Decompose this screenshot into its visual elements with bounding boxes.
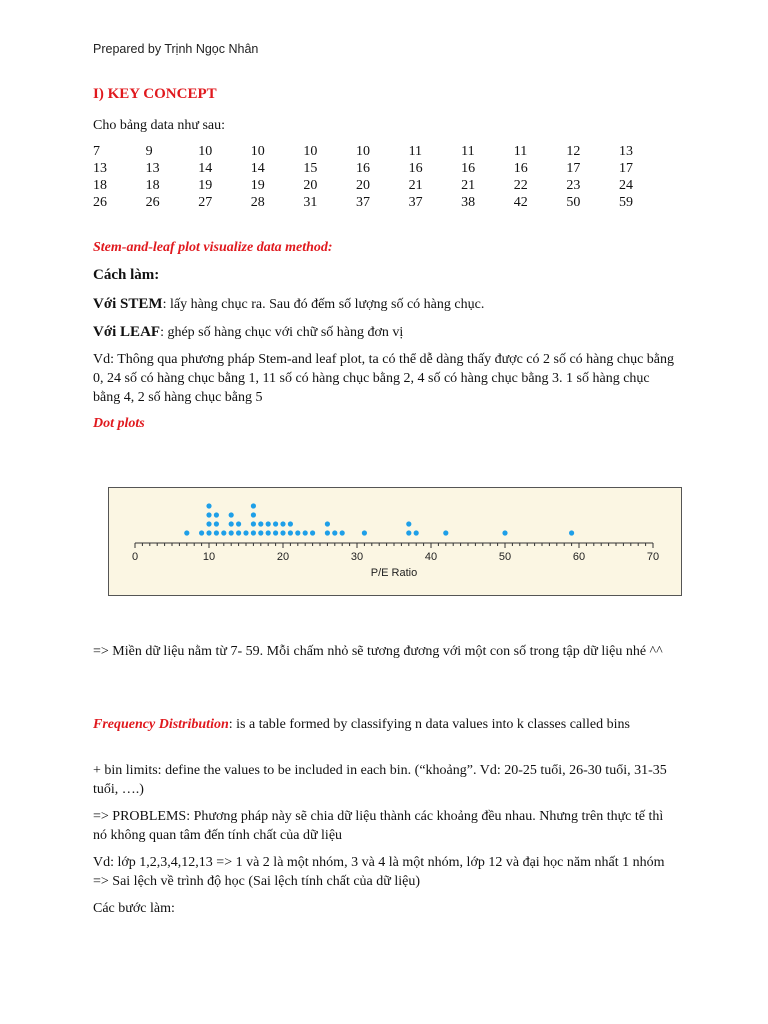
data-point-dot	[251, 521, 256, 526]
data-point-dot	[206, 530, 211, 535]
data-table-cell: 38	[461, 195, 476, 210]
data-table-cell: 22	[513, 178, 528, 193]
dot-plots-heading: Dot plots	[93, 416, 145, 431]
data-table-cell: 9	[145, 144, 153, 159]
data-table-cell: 10	[355, 144, 370, 159]
data-table-cell: 11	[408, 144, 423, 159]
data-point-dot	[199, 530, 204, 535]
data-point-dot	[206, 521, 211, 526]
data-point-dot	[325, 530, 330, 535]
data-point-dot	[251, 530, 256, 535]
data-point-dot	[184, 530, 189, 535]
data-point-dot	[414, 530, 419, 535]
data-point-dot	[258, 530, 263, 535]
data-table-cell: 24	[618, 178, 633, 193]
data-point-dot	[229, 521, 234, 526]
data-table-cell: 13	[618, 144, 633, 159]
data-point-dot	[288, 530, 293, 535]
data-point-dot	[406, 521, 411, 526]
data-point-dot	[214, 512, 219, 517]
data-table	[93, 143, 672, 211]
x-tick-label: 0	[131, 551, 139, 563]
data-point-dot	[273, 521, 278, 526]
data-point-dot	[236, 521, 241, 526]
data-point-dot	[332, 530, 337, 535]
stem-instruction	[93, 295, 678, 314]
section-title: I) KEY CONCEPT	[93, 86, 217, 102]
leaf-instruction	[93, 323, 678, 342]
leaf-text: : ghép số hàng chục với chữ số hàng đơn vị	[160, 325, 404, 340]
data-table-cell: 7	[93, 144, 100, 159]
data-point-dot	[310, 530, 315, 535]
data-point-dot	[303, 530, 308, 535]
data-point-dot	[221, 530, 226, 535]
data-point-dot	[214, 521, 219, 526]
stem-leaf-example: Vd: Thông qua phương pháp Stem-and leaf plot, ta có thể dễ dàng thấy được có 2 số có hàng chục bằng 0, 24 số có hàng chục bằng 1, 11 số có hàng chục bằng 2, 4 số có hàng chục bằng 3. 1 số hàng chục bằng 4, 2 số hàng chục bằng 5	[93, 352, 675, 405]
x-tick-label: 60	[572, 551, 586, 563]
data-table-cell: 10	[250, 144, 265, 159]
data-table-cell: 11	[513, 144, 528, 159]
data-point-dot	[229, 512, 234, 517]
frequency-heading: Frequency Distribution	[93, 717, 229, 732]
data-table-cell: 59	[618, 195, 633, 210]
data-table-cell: 21	[461, 178, 476, 193]
data-table-cell: 17	[618, 161, 633, 176]
data-table-cell: 14	[250, 161, 265, 176]
data-table-cell: 37	[355, 195, 370, 210]
data-table-cell: 10	[303, 144, 318, 159]
data-table-cell: 19	[198, 178, 213, 193]
data-table-cell: 15	[303, 161, 318, 176]
data-table-cell: 14	[198, 161, 213, 176]
x-tick-label: 30	[350, 551, 364, 563]
data-table-cell: 37	[408, 195, 423, 210]
data-table-cell: 50	[566, 195, 581, 210]
data-table-cell: 12	[566, 144, 581, 159]
data-point-dot	[236, 530, 241, 535]
x-tick-label: 70	[646, 551, 660, 563]
data-point-dot	[251, 503, 256, 508]
stem-label: Với STEM	[93, 296, 163, 312]
data-table-cell: 16	[355, 161, 370, 176]
data-table-cell: 27	[198, 195, 213, 210]
data-point-dot	[206, 503, 211, 508]
data-table-cell: 20	[355, 178, 370, 193]
x-tick-label: 40	[424, 551, 438, 563]
data-point-dot	[273, 530, 278, 535]
data-table-cell: 16	[408, 161, 423, 176]
data-table-cell: 20	[303, 178, 318, 193]
x-tick-label: 20	[276, 551, 290, 563]
stem-leaf-heading: Stem-and-leaf plot visualize data method:	[93, 240, 333, 255]
data-point-dot	[280, 530, 285, 535]
steps-label: Các bước làm:	[93, 901, 175, 916]
data-point-dot	[280, 521, 285, 526]
data-point-dot	[569, 530, 574, 535]
x-axis-label: P/E Ratio	[370, 567, 418, 579]
data-table-cell: 18	[93, 178, 107, 193]
data-point-dot	[214, 530, 219, 535]
frequency-definition-text: : is a table formed by classifying n data values into k classes called bins	[228, 717, 630, 732]
data-table-cell: 26	[93, 195, 107, 210]
data-point-dot	[502, 530, 507, 535]
data-table-cell: 21	[408, 178, 423, 193]
data-table-cell: 16	[513, 161, 528, 176]
x-tick-label: 50	[498, 551, 512, 563]
bin-limits-text: + bin limits: define the values to be included in each bin. (“khoảng”. Vd: 20-25 tuổi, 26-30 tuổi, 31-35 tuổi, ….)	[93, 763, 667, 797]
data-table-cell: 19	[250, 178, 265, 193]
data-point-dot	[288, 521, 293, 526]
data-table-cell: 11	[461, 144, 475, 159]
data-table-cell: 42	[513, 195, 528, 210]
page-header-author: Prepared by Trịnh Ngọc Nhân	[93, 42, 259, 56]
data-point-dot	[443, 530, 448, 535]
leaf-label: Với LEAF	[93, 324, 161, 340]
dot-plot-note: => Miền dữ liệu nằm từ 7- 59. Mỗi chấm nhỏ sẽ tương đương với một con số trong tập dữ liệu nhé ^^	[93, 644, 663, 659]
data-table-row	[93, 143, 672, 160]
frequency-example: Vd: lớp 1,2,3,4,12,13 => 1 và 2 là một nhóm, 3 và 4 là một nhóm, lớp 12 và đại học năm nhất 1 nhóm => Sai lệch về trình độ học (Sai lệch tính chất của dữ liệu)	[93, 855, 665, 889]
data-point-dot	[251, 512, 256, 517]
dot-plot-svg	[109, 488, 683, 597]
data-point-dot	[325, 521, 330, 526]
data-point-dot	[266, 521, 271, 526]
data-point-dot	[362, 530, 367, 535]
data-table-cell: 13	[93, 161, 107, 176]
data-point-dot	[206, 512, 211, 517]
data-table-cell: 18	[145, 178, 160, 193]
data-table-cell: 31	[303, 195, 318, 210]
data-table-cell: 23	[566, 178, 581, 193]
data-point-dot	[295, 530, 300, 535]
x-tick-label: 10	[202, 551, 216, 563]
stem-text: : lấy hàng chục ra. Sau đó đếm số lượng số có hàng chục.	[162, 297, 485, 312]
data-table-cell: 28	[250, 195, 265, 210]
data-table-row	[93, 177, 672, 194]
how-to-label: Cách làm:	[93, 267, 160, 283]
data-point-dot	[266, 530, 271, 535]
dot-plot-chart	[108, 487, 682, 596]
data-point-dot	[229, 530, 234, 535]
data-table-cell: 16	[461, 161, 476, 176]
data-table-cell: 17	[566, 161, 581, 176]
data-table-cell: 13	[145, 161, 160, 176]
problems-text: => PROBLEMS: Phương pháp này sẽ chia dữ liệu thành các khoảng đều nhau. Nhưng trên thực tế thì nó không quan tâm đến tính chất của dữ liệu	[93, 809, 664, 843]
data-point-dot	[258, 521, 263, 526]
frequency-definition	[93, 715, 678, 734]
data-point-dot	[406, 530, 411, 535]
data-table-row	[93, 160, 672, 177]
data-point-dot	[340, 530, 345, 535]
data-table-cell: 26	[145, 195, 160, 210]
intro-text: Cho bảng data như sau:	[93, 118, 226, 133]
data-point-dot	[243, 530, 248, 535]
data-table-row	[93, 194, 672, 211]
data-table-cell: 10	[198, 144, 213, 159]
